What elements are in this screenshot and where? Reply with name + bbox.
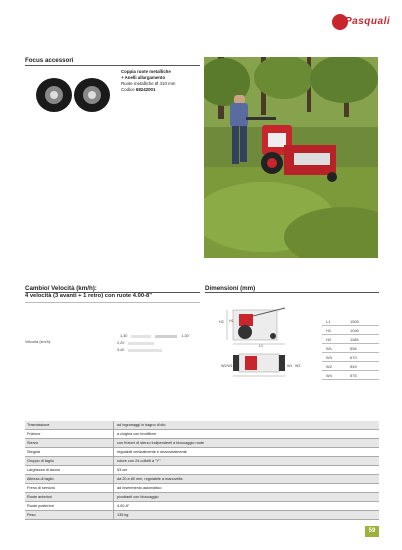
wheel-icon xyxy=(74,78,110,112)
dimensions-table xyxy=(322,317,379,380)
speed-bar xyxy=(155,335,177,338)
speed-chart xyxy=(25,330,200,360)
product-photo xyxy=(204,57,378,258)
metal-wheels-image xyxy=(30,76,116,114)
label-w2: W2 xyxy=(295,364,301,368)
product-name-line1: Coppia ruote metalliche xyxy=(121,69,171,74)
dimensions-diagram xyxy=(205,300,317,382)
spec-table xyxy=(25,421,379,520)
spec-row: Peso 135 kg xyxy=(25,511,379,520)
dims-row: W1 556 xyxy=(322,344,379,353)
label-h1: H1 xyxy=(229,319,234,323)
label-l1: L1 xyxy=(259,344,263,348)
spec-row: Stegola regolabili verticalmente e orizzontalmente xyxy=(25,448,379,457)
dims-row: H1 1040 xyxy=(322,326,379,335)
speed-bar xyxy=(131,335,151,338)
label-w1: W1 xyxy=(287,364,293,368)
gearbox-title: Cambio/ Velocità (km/h): xyxy=(25,285,97,292)
forward-speed-3: 3,40 xyxy=(117,348,125,352)
spec-row: Ruote anteriori pivottanti con bloccaggio xyxy=(25,493,379,502)
spec-row: Ruote posteriori 4.00-8" xyxy=(25,502,379,511)
logo-text: Pasquali xyxy=(345,16,391,27)
product-description: Ruote metalliche Ø 410 mm xyxy=(121,81,176,86)
spec-row: Gruppo di taglio rotore con 24 coltelli a "Y" xyxy=(25,457,379,466)
dims-row: L1 1500 xyxy=(322,317,379,326)
wheel-icon xyxy=(36,78,72,112)
product-code: Codice 68242001 xyxy=(121,87,156,92)
spec-row: Sterzo con frizioni di sterzo indipendenti a bloccaggio ruote xyxy=(25,439,379,448)
focus-rule xyxy=(25,65,200,66)
label-w2w1: W2/W1 xyxy=(221,364,233,368)
spec-row: Trasmissione ad ingranaggi in bagno d'olio xyxy=(25,421,379,430)
accessory-description xyxy=(121,69,203,93)
forward-speed-2: 2,20 xyxy=(117,341,125,345)
spec-row: Larghezza di lavoro 53 cm xyxy=(25,466,379,475)
dims-row: W4 575 xyxy=(322,371,379,380)
gearbox-subrule xyxy=(25,302,200,303)
gearbox-subtitle: 4 velocità (3 avanti + 1 retro) con ruote 4.00-8" xyxy=(25,293,152,299)
brand-logo xyxy=(332,14,391,30)
spec-row: Freno di servizio ad inserimento automatico xyxy=(25,484,379,493)
gear-row-1 xyxy=(120,334,189,338)
dimensions-title: Dimensioni (mm) xyxy=(205,285,256,292)
speed-label: Velocità (km/h): xyxy=(25,340,52,344)
dims-row: W2 545 xyxy=(322,362,379,371)
speed-bar xyxy=(128,349,162,352)
reverse-speed: 1,30 xyxy=(181,334,189,338)
dims-row: W3 670 xyxy=(322,353,379,362)
product-name-line2: + Anelli allargamento xyxy=(121,75,166,80)
forward-speed-1: 1,30 xyxy=(120,334,128,338)
gear-row-3 xyxy=(117,348,162,352)
gear-row-2 xyxy=(117,341,154,345)
dimensions-rule xyxy=(205,292,379,293)
dims-row: H2 1185 xyxy=(322,335,379,344)
spec-row: Altezza di taglio da 20 a 80 mm, regolabile a manovella xyxy=(25,475,379,484)
speed-bar xyxy=(128,342,154,345)
spec-row: Frizione a cinghia con tendiltore xyxy=(25,430,379,439)
focus-title: Focus accessori xyxy=(25,57,74,64)
label-h2: H2 xyxy=(219,320,224,324)
page-number: 59 xyxy=(365,526,379,537)
